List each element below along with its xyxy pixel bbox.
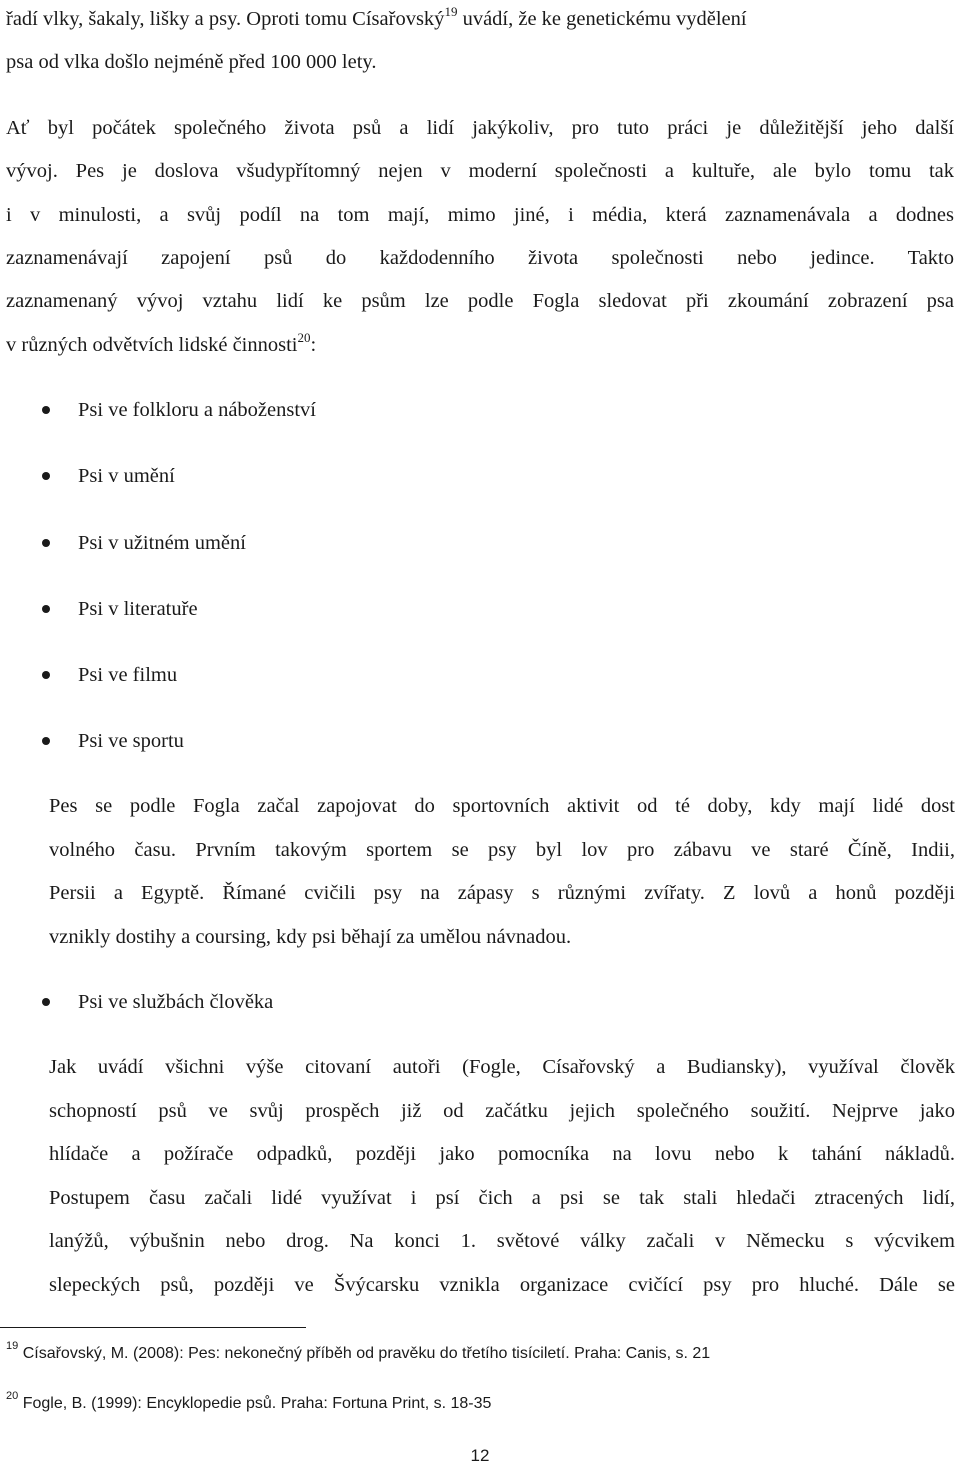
bullet-icon xyxy=(42,737,50,745)
footnote-ref[interactable]: 19 xyxy=(444,4,458,19)
footnote-20 xyxy=(6,1390,492,1415)
text-line: zaznamenávají zapojení psů do každodenního života společnosti nebo jedince. Takto xyxy=(6,247,954,269)
text-line xyxy=(6,332,316,358)
footnote-number: 20 xyxy=(6,1390,19,1402)
footnote-text: Fogle, B. (1999): Encyklopedie psů. Praha: Fortuna Print, s. 18-35 xyxy=(22,1395,492,1412)
footnote-separator xyxy=(0,1327,306,1328)
text-line: schopností psů ve svůj prospěch již od začátku jejich společného soužití. Nejprve jako xyxy=(49,1100,955,1122)
text-line: volného času. Prvním takovým sportem se psy byl lov pro zábavu ve staré Číně, Indii, xyxy=(49,839,955,861)
text-span: uvádí, že ke genetickému vydělení xyxy=(457,8,747,30)
text-line: zaznamenaný vývoj vztahu lidí ke psům lze podle Fogla sledovat při zkoumání zobrazení psa xyxy=(6,290,954,312)
text-line: Persii a Egyptě. Římané cvičili psy na zápasy s různými zvířaty. Z lovů a honů později xyxy=(49,882,955,904)
list-item: Psi v umění xyxy=(78,465,175,487)
bullet-icon xyxy=(42,605,50,613)
bullet-icon xyxy=(42,406,50,414)
text-span: : xyxy=(310,334,317,356)
text-line: Jak uvádí všichni výše citovaní autoři (Fogle, Císařovský a Budiansky), využíval člověk xyxy=(49,1056,955,1078)
text-line xyxy=(6,6,747,32)
text-line: i v minulosti, a svůj podíl na tom mají, mimo jiné, i média, která zaznamenávala a dodnes xyxy=(6,204,954,226)
bullet-icon xyxy=(42,998,50,1006)
text-span: řadí vlky, šakaly, lišky a psy. Oproti tomu Císařovský xyxy=(6,8,445,30)
list-item: Psi ve službách člověka xyxy=(78,991,274,1013)
text-line: Postupem času začali lidé využívat i psí čich a psi se tak stali hledači ztracených lidí, xyxy=(49,1187,955,1209)
text-line: Ať byl počátek společného života psů a lidí jakýkoliv, pro tuto práci je důležitější jeho další xyxy=(6,117,954,139)
text-line: hlídače a požírače odpadků, později jako pomocníka na lovu nebo k tahání nákladů. xyxy=(49,1143,955,1165)
bullet-icon xyxy=(42,472,50,480)
footnote-19 xyxy=(6,1340,711,1365)
bullet-icon xyxy=(42,671,50,679)
bullet-icon xyxy=(42,539,50,547)
list-item: Psi v literatuře xyxy=(78,598,198,620)
text-line: psa od vlka došlo nejméně před 100 000 lety. xyxy=(6,51,377,73)
list-item: Psi v užitném umění xyxy=(78,532,246,554)
footnote-text: Císařovský, M. (2008): Pes: nekonečný příběh od pravěku do třetího tisíciletí. Praha: Canis, s. 21 xyxy=(22,1345,711,1362)
text-line: lanýžů, výbušnin nebo drog. Na konci 1. světové války začali v Německu s výcvikem xyxy=(49,1230,955,1252)
text-line: Pes se podle Fogla začal zapojovat do sportovních aktivit od té doby, kdy mají lidé dost xyxy=(49,795,955,817)
text-line: slepeckých psů, později ve Švýcarsku vznikla organizace cvičící psy pro hluché. Dále se xyxy=(49,1274,955,1296)
text-line: vývoj. Pes je doslova všudypřítomný nejen v moderní společnosti a kultuře, ale bylo tomu tak xyxy=(6,160,954,182)
list-item: Psi ve folkloru a náboženství xyxy=(78,399,316,421)
list-item: Psi ve sportu xyxy=(78,730,184,752)
list-item: Psi ve filmu xyxy=(78,664,178,686)
text-span: v různých odvětvích lidské činnosti xyxy=(6,334,298,356)
footnote-ref[interactable]: 20 xyxy=(297,330,311,345)
footnote-number: 19 xyxy=(6,1340,19,1352)
page-number: 12 xyxy=(470,1446,490,1465)
text-line: vznikly dostihy a coursing, kdy psi běhají za umělou návnadou. xyxy=(49,926,572,948)
